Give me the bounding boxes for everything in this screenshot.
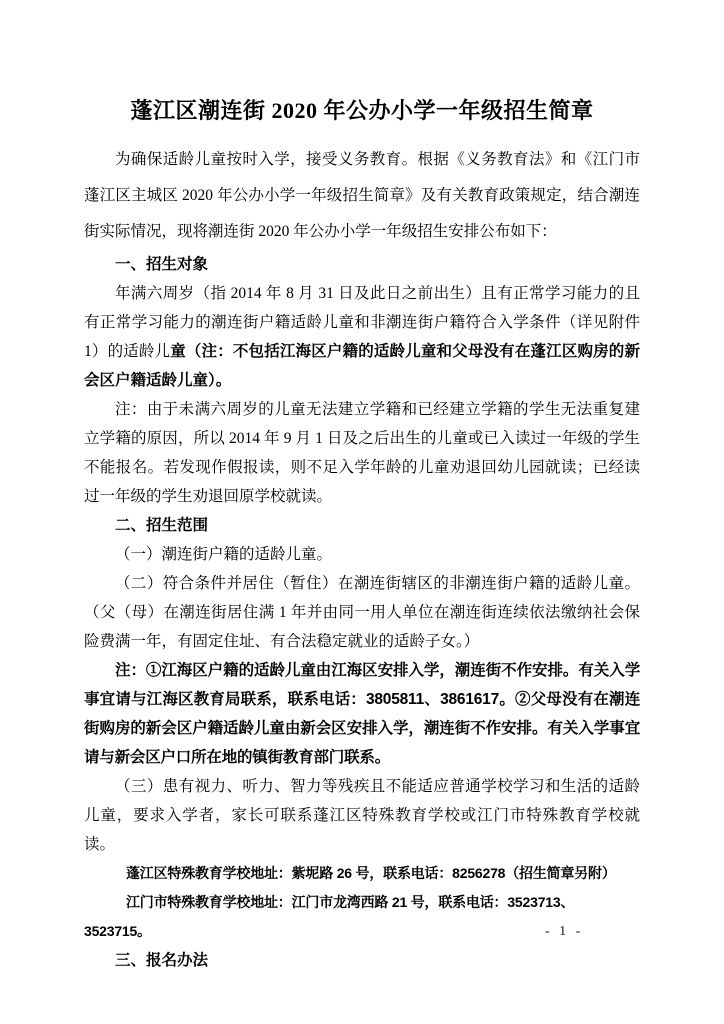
section1-target-bold-note: 童（注：不包括江海区户籍的适龄儿童和父母没有在蓬江区购房的新会区户籍适龄儿童）。 xyxy=(84,343,640,389)
section1-target-paragraph xyxy=(84,279,640,395)
page-number: - 1 - xyxy=(545,924,584,939)
section1-target-regular-text: 年满六周岁（指 2014 年 8 月 31 日及此日之前出生）且有正常学习能力的且有正常学习能力的潮连街户籍适龄儿童和非潮连街户籍符合入学条件（详见附件 1）的适龄儿 xyxy=(84,285,640,360)
section3-heading: 三、报名办法 xyxy=(115,952,209,969)
intro-paragraph: 为确保适龄儿童按时入学，接受义务教育。根据《义务教育法》和《江门市蓬江区主城区 2020 年公办小学一年级招生简章》及有关教育政策规定，结合潮连街实际情况，现将潮连街 2020 年公办小学一年级招生安排公布如下： xyxy=(84,151,640,240)
section1-heading: 一、招生对象 xyxy=(115,256,209,273)
document-title: 蓬江区潮连街 2020 年公办小学一年级招生简章 xyxy=(130,98,594,123)
section2-item3: （三）患有视力、听力、智力等残疾且不能适应普通学校学习和生活的适龄儿童，要求入学者，家长可联系蓬江区特殊教育学校或江门市特殊教育学校就读。 xyxy=(84,778,640,853)
section2-item1: （一）潮连街户籍的适龄儿童。 xyxy=(115,546,333,563)
special-school-address-jiangmen: 江门市特殊教育学校地址：江门市龙湾西路 21 号，联系电话：3523713、3523715。 xyxy=(84,894,575,939)
section2-item2: （二）符合条件并居住（暂住）在潮连街辖区的非潮连街户籍的适龄儿童。（父（母）在潮连街居住满 1 年并由同一用人单位在潮连街连续依法缴纳社会保险费满一年，有固定住址、有合法稳定就业的适龄子女。） xyxy=(84,575,640,650)
section2-bold-note: 注：①江海区户籍的适龄儿童由江海区安排入学，潮连街不作安排。有关入学事宜请与江海区教育局联系，联系电话：3805811、3861617。②父母没有在潮连街购房的新会区户籍适龄儿童由新会区安排入学，潮连街不作安排。有关入学事宜请与新会区户口所在地的镇街教育部门联系。 xyxy=(84,662,640,766)
section1-note-paragraph: 注：由于未满六周岁的儿童无法建立学籍和已经建立学籍的学生无法重复建立学籍的原因，所以 2014 年 9 月 1 日及之后出生的儿童或已入读过一年级的学生不能报名。若发现作假报读，则不足入学年龄的儿童劝退回幼儿园就读；已经读过一年级的学生劝退回原学校就读。 xyxy=(84,401,640,505)
special-school-address-pengjiang: 蓬江区特殊教育学校地址：紫坭路 26 号，联系电话：8256278（招生简章另附） xyxy=(126,865,616,881)
section2-heading: 二、招生范围 xyxy=(115,517,209,534)
